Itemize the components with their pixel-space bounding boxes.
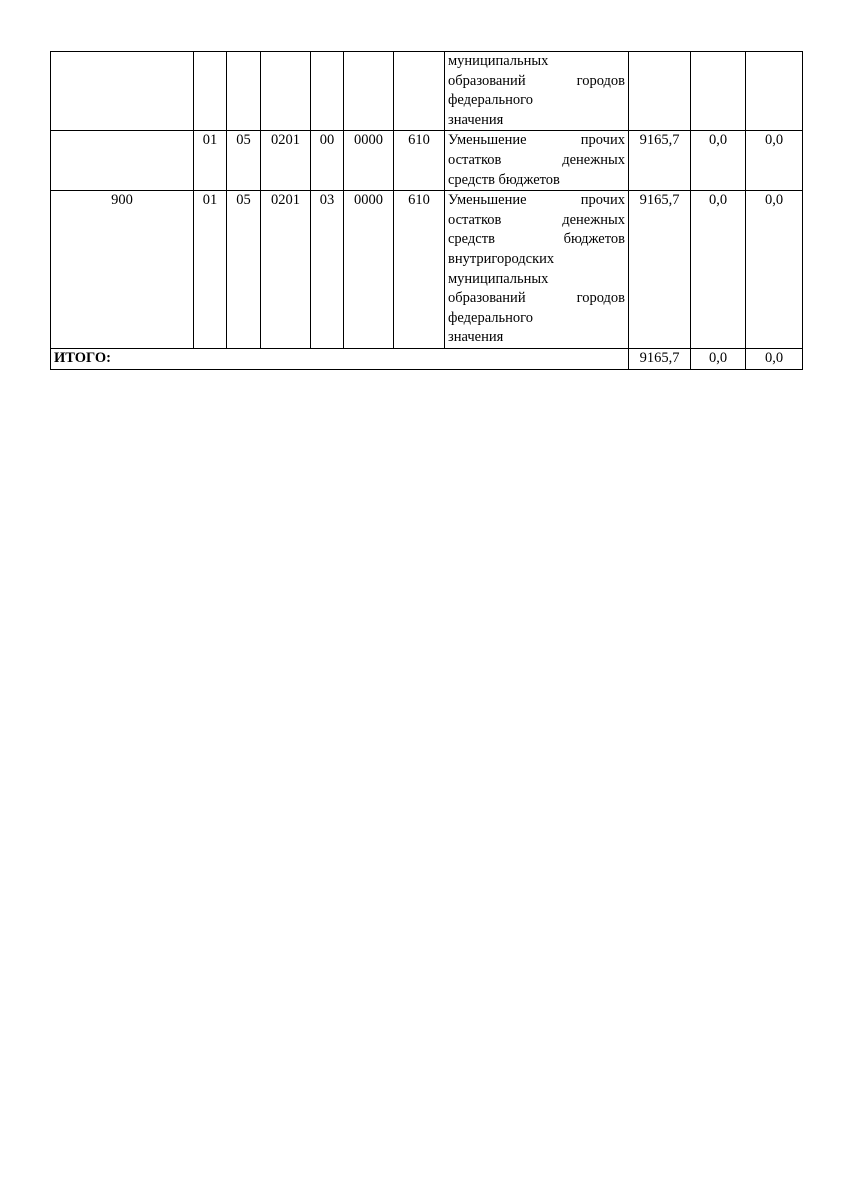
- amount-year1-cell: [629, 52, 691, 131]
- total-year2-cell: 0,0: [691, 348, 746, 369]
- program-code-cell: 0000: [344, 131, 394, 191]
- description-line: остатков денежных: [448, 211, 625, 228]
- subgroup-code-cell: 05: [227, 191, 261, 349]
- admin-code-cell: 900: [51, 191, 194, 349]
- article-code-cell: [261, 52, 311, 131]
- amount-year2-cell: 0,0: [691, 131, 746, 191]
- table-row: [51, 191, 803, 349]
- description-cell: [445, 131, 629, 191]
- article-code-cell: 0201: [261, 191, 311, 349]
- subgroup-code-cell: [227, 52, 261, 131]
- group-code-cell: 01: [194, 191, 227, 349]
- description-cell: [445, 191, 629, 349]
- amount-year3-cell: 0,0: [746, 191, 803, 349]
- amount-year3-cell: [746, 52, 803, 131]
- table-row: [51, 131, 803, 191]
- description-line: значения: [448, 111, 504, 128]
- table-row: [51, 52, 803, 131]
- kosgu-code-cell: 610: [394, 191, 445, 349]
- description-line: федерального: [448, 92, 533, 109]
- amount-year3-cell: 0,0: [746, 131, 803, 191]
- description-line: Уменьшение прочих: [448, 132, 625, 149]
- group-code-cell: 01: [194, 131, 227, 191]
- description-line: муниципальных: [448, 53, 549, 69]
- element-code-cell: 00: [311, 131, 344, 191]
- amount-year1-cell: 9165,7: [629, 131, 691, 191]
- program-code-cell: 0000: [344, 191, 394, 349]
- amount-year2-cell: [691, 52, 746, 131]
- program-code-cell: [344, 52, 394, 131]
- article-code-cell: 0201: [261, 131, 311, 191]
- subgroup-code-cell: 05: [227, 131, 261, 191]
- kosgu-code-cell: [394, 52, 445, 131]
- description-line: средств бюджетов: [448, 171, 560, 188]
- description-line: образований городов: [448, 72, 625, 89]
- description-cell: [445, 52, 629, 131]
- amount-year1-cell: 9165,7: [629, 191, 691, 349]
- description-line: образований городов: [448, 290, 625, 307]
- budget-sources-table: [50, 51, 803, 370]
- kosgu-code-cell: 610: [394, 131, 445, 191]
- total-year3-cell: 0,0: [746, 348, 803, 369]
- total-label: ИТОГО:: [51, 348, 629, 369]
- description-line: остатков денежных: [448, 151, 625, 168]
- description-line: Уменьшение прочих: [448, 192, 625, 209]
- description-line: муниципальных: [448, 270, 549, 287]
- total-year1-cell: 9165,7: [629, 348, 691, 369]
- description-line: федерального: [448, 309, 533, 326]
- description-line: значения: [448, 329, 504, 346]
- description-line: средств бюджетов: [448, 231, 625, 248]
- admin-code-cell: [51, 131, 194, 191]
- element-code-cell: [311, 52, 344, 131]
- amount-year2-cell: 0,0: [691, 191, 746, 349]
- element-code-cell: 03: [311, 191, 344, 349]
- admin-code-cell: [51, 52, 194, 131]
- description-line: внутригородских: [448, 250, 555, 267]
- group-code-cell: [194, 52, 227, 131]
- total-row: [51, 348, 803, 369]
